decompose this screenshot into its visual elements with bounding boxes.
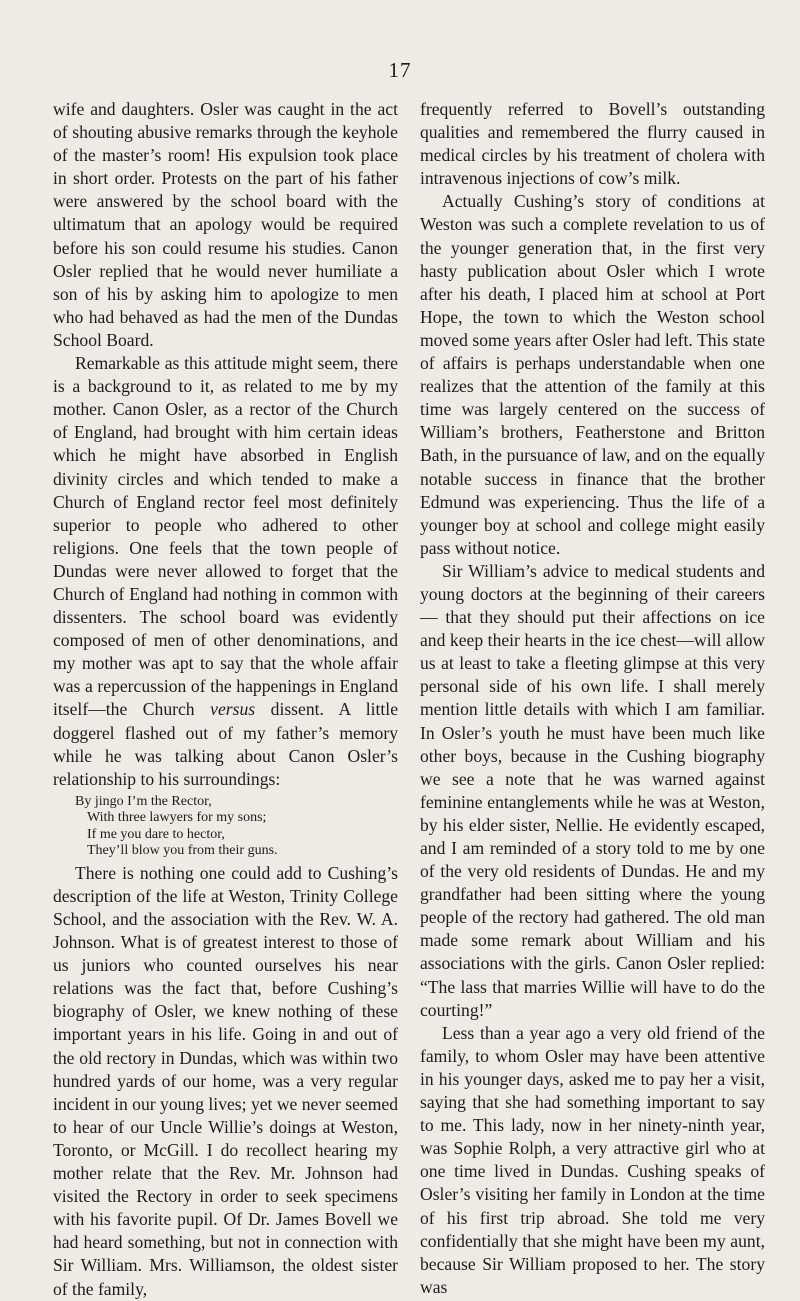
verse-line: If me you dare to hector, (87, 826, 225, 842)
paragraph: wife and daughters. Osler was caught in the act of shouting abusive remarks through the keyhole of the master’s room! His expulsion took place in short order. Protests on the part of his father were answered by the school board with the ultimatum that an apology would be required before his son could resume his studies. Canon Osler replied that he would never humiliate a son of his by asking him to apologize to men who had behaved as had the men of the Dundas School Board. (53, 99, 398, 350)
paragraph: frequently referred to Bovell’s outstanding qualities and remembered the flurry caused in medical circles by his treatment of cholera with intravenous injections of cow’s milk. (420, 99, 765, 189)
verse-line: By jingo I’m the Rector, (75, 793, 212, 809)
paragraph-text: dissent. A little doggerel flashed out of my father’s memory while he was talking about Canon Osler’s relationship to his surroundings: (53, 699, 399, 789)
left-column (53, 98, 398, 1301)
italic-word: versus (210, 699, 256, 720)
page-number: 17 (388, 58, 412, 82)
paragraph: Actually Cushing’s story of conditions at Weston was such a complete revelation to us of the younger generation that, in the first very hasty publication about Osler which I wrote after his death, I placed him at school at Port Hope, the town to which the Weston school moved some years after Osler had left. This state of affairs is perhaps understandable when one realizes that the attention of the family at this time was largely centered on the success of William’s brothers, Featherstone and Britton Bath, in the pursuance of law, and on the equally notable success in finance that the brother Edmund was experiencing. Thus the life of a younger boy at school and college might easily pass without notice. (420, 191, 765, 558)
verse-line: They’ll blow you from their guns. (87, 843, 278, 859)
verse-line: With three lawyers for my sons; (87, 810, 267, 826)
doggerel-verse (75, 794, 398, 860)
paragraph: Sir William’s advice to medical students and young doctors at the beginning of their careers — that they should put their affections on ice and keep their hearts in the ice chest—will allow us at least to take a fleeting glimpse at this very personal side of his own life. I shall merely mention little details with which I am familiar. In Osler’s youth he must have been much like other boys, because in the Cushing biography we see a note that he was warned against feminine entanglements while he was at Weston, by his elder sister, Nellie. He evidently escaped, and I am reminded of a story told to me by one of the very old residents of Dundas. He and my grandfather had been sitting where the young people of the rectory had gathered. The old man made some remark about William and his associations with the girls. Canon Osler replied: “The lass that marries Willie will have to do the courting!” (420, 560, 765, 1020)
paragraph (53, 352, 398, 791)
right-column (420, 98, 765, 1299)
paragraph: Less than a year ago a very old friend of the family, to whom Osler may have been attentive in his younger days, asked me to pay her a visit, saying that she had something important to say to me. This lady, now in her ninety-ninth year, was Sophie Rolph, a very attractive girl who at one time lived in Dundas. Cushing speaks of Osler’s visiting her family in London at the time of his first trip abroad. She told me very confidentially that she might have been my aunt, because Sir William proposed to her. The story was (420, 1022, 765, 1297)
paragraph: There is nothing one could add to Cushing’s description of the life at Weston, Trinity College School, and the association with the Rev. W. A. Johnson. What is of greatest interest to those of us juniors who counted ourselves his near relations was the fact that, before Cushing’s biography of Osler, we knew nothing of these important years in his life. Going in and out of the old rectory in Dundas, which was within two hundred yards of our home, was a very regular incident in our young lives; yet we never seemed to hear of our Uncle Willie’s doings at Weston, Toronto, or McGill. I do recollect hearing my mother relate that the Rev. Mr. Johnson had visited the Rectory in order to seek specimens with his favorite pupil. Of Dr. James Bovell we had heard something, but not in connection with Sir William. Mrs. Williamson, the oldest sister of the family, (53, 862, 398, 1299)
paragraph-text: Remarkable as this attitude might seem, there is a background to it, as related to me by my mother. Canon Osler, as a rector of the Church of England, had brought with him certain ideas which he might have absorbed in English divinity circles and which tended to make a Church of England rector feel most definitely superior to people who adhered to other religions. One feels that the town people of Dundas were never allowed to forget that the Church of England had nothing in common with dissenters. The school board was evidently composed of men of other denominations, and my mother was apt to say that the whole affair was a repercussion of the happenings in England itself—the Church (53, 353, 398, 720)
